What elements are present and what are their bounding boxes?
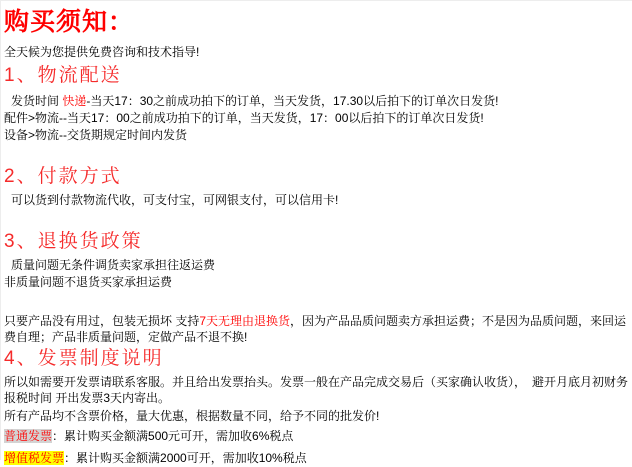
shipping-time-line <box>4 93 630 110</box>
ordinary-invoice-label: 普通发票 <box>4 428 53 443</box>
policy-text-post: ，因为产品品质问题卖方承担运费；不是因为品质问题，来回运费自理；产品非质量问题，定做产品不退不换! <box>4 314 627 344</box>
invoice-process-paragraph: 所以如需要开发票请联系客服。并且给出发票抬头。发票一般在产品完成交易后（买家确认收货）， 避开月底月初财务报税时间 开出发票3天内寄出。 <box>4 375 629 405</box>
vat-invoice-line <box>4 450 630 467</box>
equipment-logistics-line: 设备>物流--交货期规定时间内发货 <box>4 128 188 142</box>
shipping-time-prefix: 发货时间 <box>11 94 63 108</box>
express-keyword: 快递 <box>62 94 87 108</box>
non-quality-return-line: 非质量问题不退货买家承担运费 <box>4 275 173 289</box>
page-title: 购买须知： <box>4 8 135 36</box>
wholesale-price-line: 所有产品均不含票价格，量大优惠，根据数量不同，给予不同的批发价! <box>4 409 380 423</box>
shipping-time-detail: -当天17：30之前成功拍下的订单，当天发货，17.30以后拍下的订单次日发货! <box>86 94 499 108</box>
vat-invoice-label: 增值税发票 <box>4 450 65 465</box>
ordinary-invoice-detail: ：累计购买金额满500元可开，需加收6%税点 <box>52 428 294 443</box>
quality-return-line: 质量问题无条件调货卖家承担往返运费 <box>11 258 216 272</box>
return-policy-paragraph <box>4 313 630 345</box>
vat-invoice-detail: ：累计购买金额满2000可开，需加收10%税点 <box>64 450 307 465</box>
payment-methods-line: 可以货到付款物流代收，可支付宝，可网银支付，可以信用卡! <box>11 193 339 207</box>
section-heading-returns: 3、退换货政策 <box>4 231 143 252</box>
seven-day-return-keyword: 7天无理由退换货 <box>199 314 291 328</box>
ordinary-invoice-line <box>4 428 630 445</box>
policy-text-pre: 只要产品没有用过，包装无损坏 支持 <box>4 314 200 328</box>
section-heading-payment: 2、付款方式 <box>4 166 122 187</box>
parts-logistics-line: 配件>物流--当天17：00之前成功拍下的订单，当天发货，17：00以后拍下的订单次日发货! <box>4 111 484 125</box>
section-heading-invoice: 4、发票制度说明 <box>4 348 164 369</box>
service-tagline: 全天候为您提供免费咨询和技术指导! <box>4 45 200 59</box>
section-heading-logistics: 1、物流配送 <box>4 65 122 86</box>
